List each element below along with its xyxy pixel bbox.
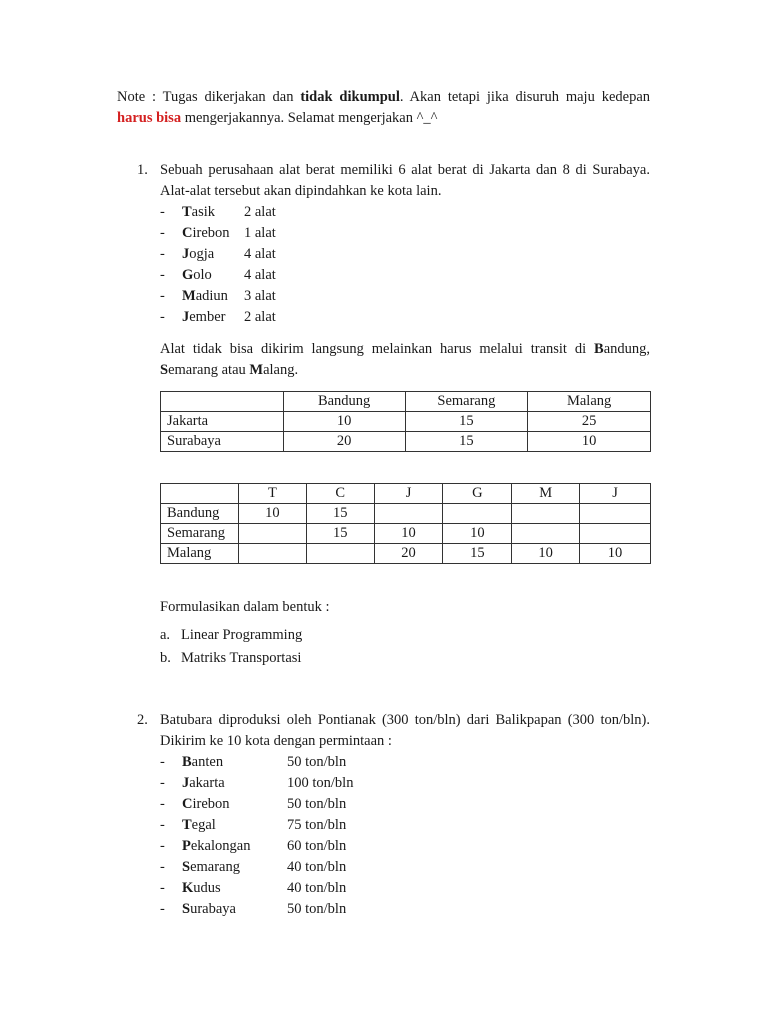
table-cell: 10 — [580, 544, 651, 564]
table-cell — [580, 524, 651, 544]
list-city-initial: J — [182, 775, 190, 791]
table-header-row — [161, 392, 651, 412]
list-item — [160, 307, 276, 328]
note-red-text: harus bisa — [117, 110, 182, 126]
table-cell — [306, 544, 374, 564]
table-cell — [512, 524, 580, 544]
list-value: 75 ton/bln — [287, 817, 347, 833]
list-city — [182, 857, 287, 878]
list-city-initial: B — [182, 754, 192, 770]
q1-list — [160, 202, 276, 328]
list-dash: - — [160, 225, 165, 241]
transit-s-rest: emarang atau — [168, 362, 250, 378]
table-row — [161, 524, 651, 544]
table-header-cell: Semarang — [405, 392, 528, 412]
option-letter: b. — [160, 650, 171, 666]
list-item — [160, 265, 276, 286]
list-city-initial: M — [182, 288, 196, 304]
note-bold: tidak dikumpul — [300, 89, 400, 105]
q2-number: 2. — [137, 712, 148, 728]
table-cell — [580, 504, 651, 524]
list-city-rest: anten — [191, 754, 224, 770]
list-city-initial: S — [182, 859, 191, 875]
list-item — [160, 244, 276, 265]
list-dash: - — [160, 817, 165, 833]
list-city — [182, 815, 287, 836]
list-city — [182, 773, 287, 794]
list-city-rest: asik — [191, 204, 216, 220]
list-dash: - — [160, 288, 165, 304]
list-dash: - — [160, 267, 165, 283]
table-cell — [512, 504, 580, 524]
list-city-initial: T — [182, 204, 192, 220]
list-city-rest: urabaya — [190, 901, 236, 917]
list-item — [160, 773, 353, 794]
list-item — [160, 223, 276, 244]
list-city — [182, 752, 287, 773]
list-value: 4 alat — [244, 246, 276, 262]
q1-transit-text — [160, 339, 650, 381]
list-city-rest: irebon — [192, 225, 230, 241]
table-cell — [443, 504, 512, 524]
table-header-cell: Malang — [528, 392, 651, 412]
table-cell: 20 — [283, 432, 405, 452]
q1-number: 1. — [137, 162, 148, 178]
list-city-rest: udus — [193, 880, 221, 896]
list-dash: - — [160, 796, 165, 812]
list-value: 4 alat — [244, 267, 276, 283]
formulate-text: Formulasikan dalam bentuk : — [160, 599, 330, 615]
table-row-label: Malang — [161, 544, 239, 564]
list-item — [160, 202, 276, 223]
table-cell — [238, 524, 306, 544]
list-dash: - — [160, 775, 165, 791]
list-value: 50 ton/bln — [287, 754, 347, 770]
list-city-rest: adiun — [195, 288, 228, 304]
list-dash: - — [160, 309, 165, 325]
list-item — [160, 899, 353, 920]
note-prefix: Note : Tugas dikerjakan dan — [117, 89, 301, 105]
transit-prefix: Alat tidak bisa dikirim langsung melainkan harus melalui transit di — [160, 341, 595, 357]
table-row-label: Bandung — [161, 504, 239, 524]
list-city-rest: olo — [193, 267, 212, 283]
list-city-initial: J — [182, 309, 190, 325]
table-row-label: Surabaya — [161, 432, 284, 452]
table-cell: 10 — [512, 544, 580, 564]
option-item — [160, 624, 302, 647]
table-header-cell: M — [512, 484, 580, 504]
table-header-cell: Bandung — [283, 392, 405, 412]
list-city — [182, 202, 244, 223]
list-city-rest: ember — [189, 309, 226, 325]
table-header-cell — [161, 484, 239, 504]
table-cell: 15 — [306, 504, 374, 524]
list-item — [160, 794, 353, 815]
list-city-rest: egal — [191, 817, 216, 833]
table-cell: 10 — [443, 524, 512, 544]
list-item — [160, 286, 276, 307]
table-header-cell — [161, 392, 284, 412]
list-city-initial: C — [182, 225, 193, 241]
table-header-cell: G — [443, 484, 512, 504]
note-paragraph — [117, 87, 650, 129]
list-dash: - — [160, 754, 165, 770]
note-suffix: mengerjakannya. Selamat mengerjakan ^_^ — [181, 110, 438, 126]
table-cell: 10 — [238, 504, 306, 524]
list-city-initial: C — [182, 796, 193, 812]
list-city-initial: P — [182, 838, 191, 854]
table-row — [161, 504, 651, 524]
table-row — [161, 432, 651, 452]
table-cell — [238, 544, 306, 564]
list-city — [182, 223, 244, 244]
list-city — [182, 286, 244, 307]
transit-b-rest: andung, — [603, 341, 650, 357]
table-cell — [374, 504, 443, 524]
list-dash: - — [160, 838, 165, 854]
list-value: 1 alat — [244, 225, 276, 241]
transit-s: S — [160, 362, 169, 378]
list-city — [182, 244, 244, 265]
list-city-rest: emarang — [190, 859, 240, 875]
list-value: 60 ton/bln — [287, 838, 347, 854]
table-row — [161, 544, 651, 564]
table-header-cell: T — [238, 484, 306, 504]
list-value: 40 ton/bln — [287, 859, 347, 875]
list-item — [160, 836, 353, 857]
table-cell: 15 — [405, 412, 528, 432]
list-city-initial: S — [182, 901, 191, 917]
q1-text: Sebuah perusahaan alat berat memiliki 6 alat berat di Jakarta dan 8 di Surabaya. Alat-alat tersebut akan dipindahkan ke kota lain. — [160, 162, 650, 199]
list-city-rest: ekalongan — [190, 838, 251, 854]
q1-options — [160, 624, 302, 670]
table-header-cell: C — [306, 484, 374, 504]
list-dash: - — [160, 901, 165, 917]
table-transit-destination — [160, 483, 651, 564]
list-city-initial: T — [182, 817, 192, 833]
table-header-row — [161, 484, 651, 504]
list-value: 40 ton/bln — [287, 880, 347, 896]
list-dash: - — [160, 246, 165, 262]
transit-m-rest: alang. — [263, 362, 299, 378]
table-cell: 20 — [374, 544, 443, 564]
list-value: 2 alat — [244, 309, 276, 325]
q2-list — [160, 752, 353, 920]
list-city — [182, 899, 287, 920]
list-value: 100 ton/bln — [287, 775, 354, 791]
list-city — [182, 265, 244, 286]
list-city — [182, 794, 287, 815]
option-text: Matriks Transportasi — [181, 650, 302, 666]
option-text: Linear Programming — [181, 627, 303, 643]
transit-m: M — [249, 362, 264, 378]
table-cell: 15 — [443, 544, 512, 564]
table-row-label: Jakarta — [161, 412, 284, 432]
table-cell: 15 — [306, 524, 374, 544]
table-cell: 15 — [405, 432, 528, 452]
option-letter: a. — [160, 627, 171, 643]
list-city-rest: irebon — [192, 796, 230, 812]
list-city-initial: K — [182, 880, 194, 896]
list-dash: - — [160, 859, 165, 875]
transit-b: B — [594, 341, 604, 357]
table-cell: 10 — [374, 524, 443, 544]
list-city-rest: ogja — [189, 246, 215, 262]
note-mid: . Akan tetapi jika disuruh maju kedepan — [399, 89, 651, 105]
table-row — [161, 412, 651, 432]
list-city — [182, 307, 244, 328]
option-item — [160, 647, 302, 670]
table-cell: 25 — [528, 412, 651, 432]
list-value: 3 alat — [244, 288, 276, 304]
list-city — [182, 836, 287, 857]
list-value: 50 ton/bln — [287, 901, 347, 917]
table-origin-transit — [160, 391, 651, 452]
table-cell: 10 — [283, 412, 405, 432]
list-value: 50 ton/bln — [287, 796, 347, 812]
list-value: 2 alat — [244, 204, 276, 220]
list-item — [160, 857, 353, 878]
q2-text: Batubara diproduksi oleh Pontianak (300 ton/bln) dari Balikpapan (300 ton/bln). Dikirim ke 10 kota dengan permintaan : — [160, 712, 650, 749]
list-city-initial: J — [182, 246, 190, 262]
list-item — [160, 752, 353, 773]
table-cell: 10 — [528, 432, 651, 452]
list-city-rest: akarta — [189, 775, 225, 791]
table-header-cell: J — [374, 484, 443, 504]
list-dash: - — [160, 204, 165, 220]
list-item — [160, 815, 353, 836]
list-city-initial: G — [182, 267, 194, 283]
table-header-cell: J — [580, 484, 651, 504]
list-city — [182, 878, 287, 899]
list-item — [160, 878, 353, 899]
list-dash: - — [160, 880, 165, 896]
table-row-label: Semarang — [161, 524, 239, 544]
